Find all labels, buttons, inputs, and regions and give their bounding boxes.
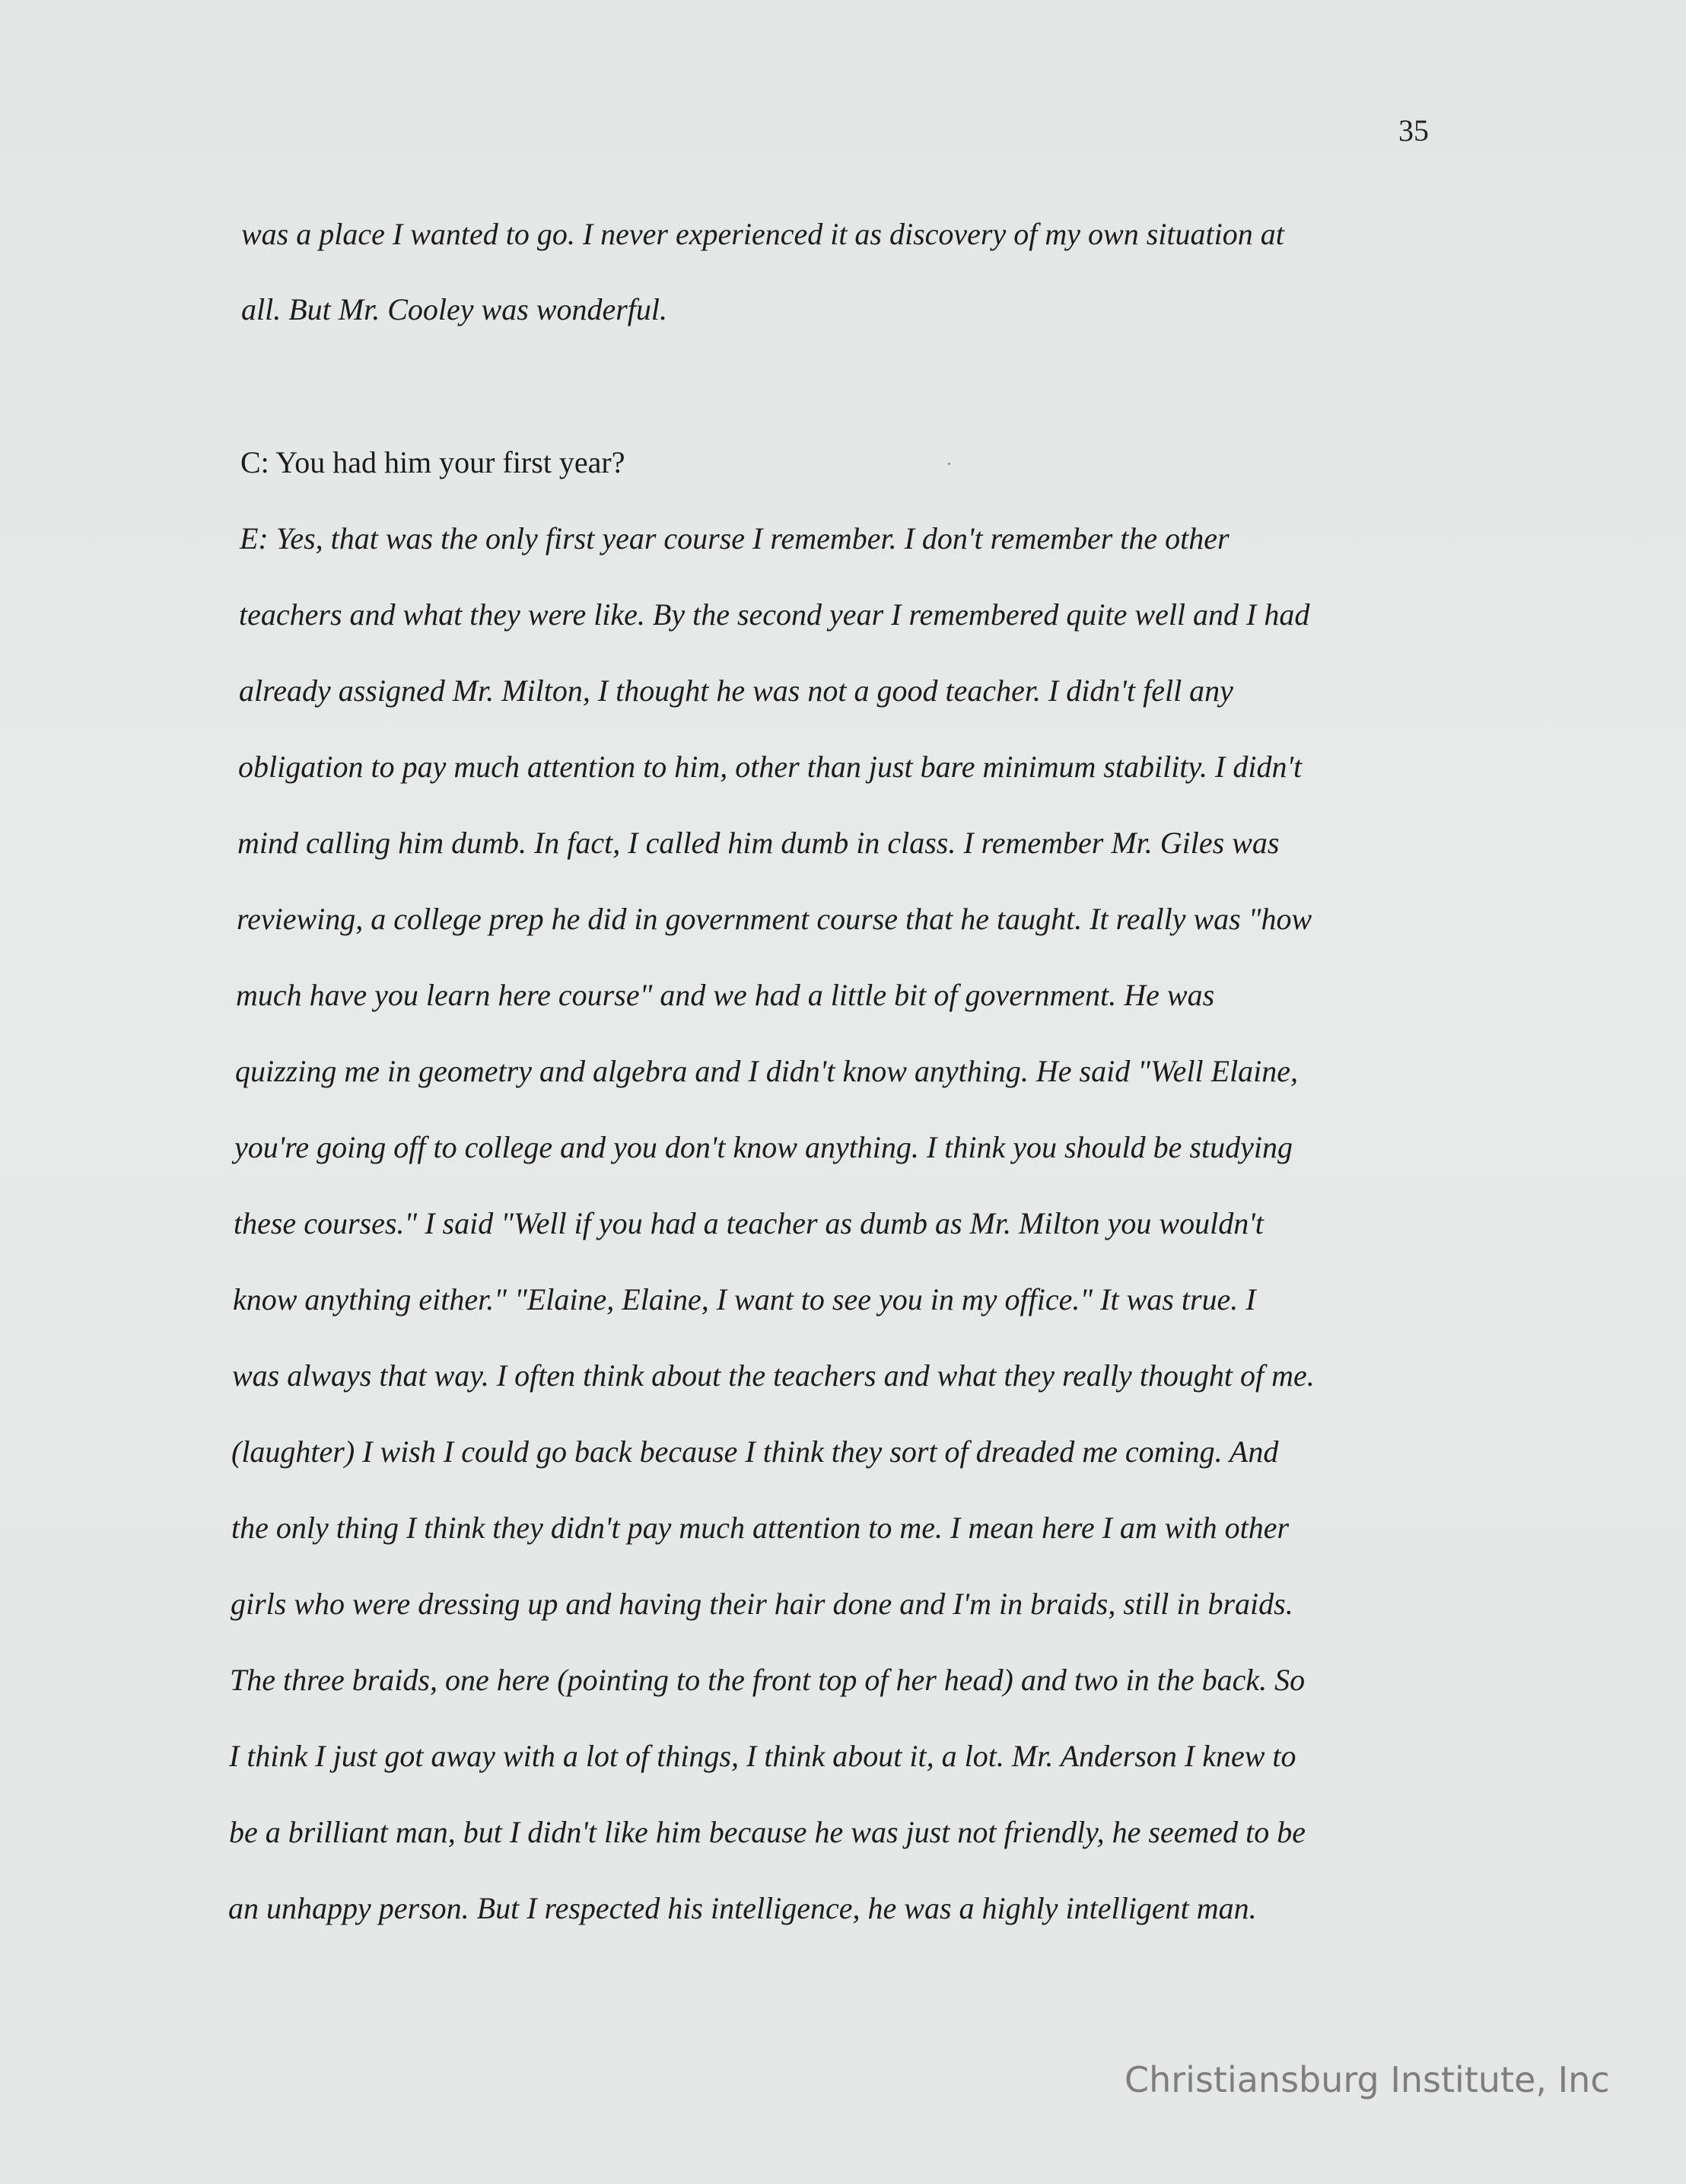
text-line: E: Yes, that was the only first year course I remember. I don't remember the other — [240, 521, 1230, 556]
watermark: Christiansburg Institute, Inc — [1125, 2059, 1610, 2100]
text-line: you're going off to college and you don't know anything. I think you should be studying — [234, 1130, 1293, 1164]
text-line: (laughter) I wish I could go back because I think they sort of dreaded me coming. And — [231, 1434, 1279, 1469]
text-line: I think I just got away with a lot of things, I think about it, a lot. Mr. Anderson I knew to — [229, 1739, 1296, 1773]
text-line: much have you learn here course" and we had a little bit of government. He was — [236, 978, 1215, 1012]
page-number: 35 — [1398, 113, 1429, 148]
paper-speck — [948, 463, 950, 465]
text-line: was a place I wanted to go. I never experienced it as discovery of my own situation at — [241, 217, 1284, 251]
text-line: obligation to pay much attention to him, other than just bare minimum stability. I didn't — [238, 750, 1303, 784]
text-line: was always that way. I often think about the teachers and what they really thought of me. — [232, 1358, 1315, 1393]
text-line: all. But Mr. Cooley was wonderful. — [241, 292, 667, 326]
question-line: C: You had him your first year? — [240, 445, 625, 479]
text-line: teachers and what they were like. By the second year I remembered quite well and I had — [239, 597, 1310, 632]
text-line: mind calling him dumb. In fact, I called him dumb in class. I remember Mr. Giles was — [237, 826, 1280, 860]
text-line: already assigned Mr. Milton, I thought he was not a good teacher. I didn't fell any — [239, 673, 1233, 708]
text-line: these courses." I said "Well if you had a teacher as dumb as Mr. Milton you wouldn't — [234, 1206, 1264, 1240]
text-line: the only thing I think they didn't pay much attention to me. I mean here I am with other — [231, 1511, 1290, 1545]
text-line: be a brilliant man, but I didn't like him because he was just not friendly, he seemed to be — [229, 1815, 1306, 1849]
text-line: girls who were dressing up and having their hair done and I'm in braids, still in braids. — [231, 1587, 1293, 1621]
text-line: quizzing me in geometry and algebra and I didn't know anything. He said "Well Elaine, — [235, 1054, 1299, 1088]
text-line: know anything either." "Elaine, Elaine, I want to see you in my office." It was true. I — [233, 1282, 1256, 1316]
text-line: The three braids, one here (pointing to the front top of her head) and two in the back. So — [230, 1663, 1306, 1697]
text-line: reviewing, a college prep he did in government course that he taught. It really was "how — [237, 902, 1312, 936]
text-line: an unhappy person. But I respected his intelligence, he was a highly intelligent man. — [228, 1891, 1257, 1925]
